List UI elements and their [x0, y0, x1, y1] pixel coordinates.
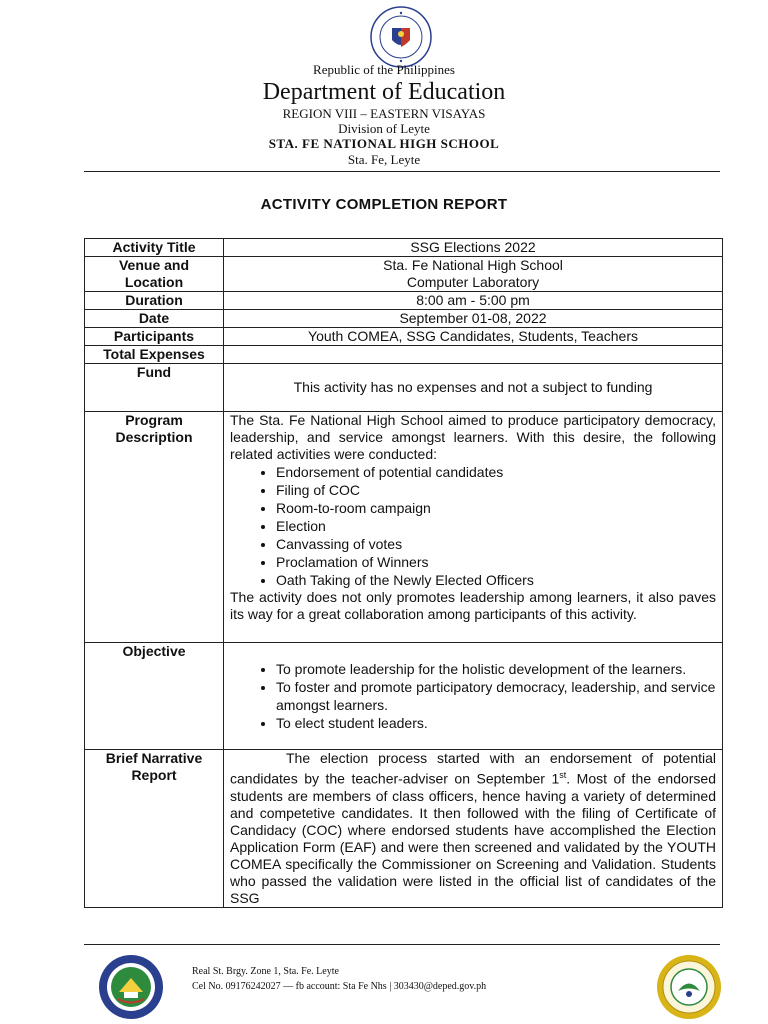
list-item: • Room-to-room campaign [276, 499, 716, 517]
row-duration [85, 292, 723, 310]
deped-seal-logo [370, 6, 432, 68]
list-item: • Election [276, 517, 716, 535]
narrative-label-line1: Brief Narrative [105, 750, 203, 766]
footer-address: Real St. Brgy. Zone 1, Sta. Fe. Leyte [192, 966, 339, 977]
fund-value: This activity has no expenses and not a subject to funding [224, 364, 723, 412]
objective-label: Objective [85, 643, 224, 750]
header-divider [84, 171, 720, 172]
participants-label: Participants [85, 328, 224, 346]
date-label: Date [85, 310, 224, 328]
program-value [224, 412, 723, 643]
program-closing: The activity does not only promotes leadership among learners, it also paves its way for a great collaboration among participants of this activity. [230, 589, 716, 622]
row-narrative [85, 750, 723, 908]
republic-line: Republic of the Philippines [313, 62, 455, 77]
narrative-label [85, 750, 224, 908]
date-value: September 01-08, 2022 [224, 310, 723, 328]
school-seal-logo [98, 954, 164, 1020]
report-table [84, 238, 723, 908]
venue-label-line2: Location [124, 274, 184, 290]
program-activity-list [230, 463, 716, 589]
narrative-superscript: st [559, 770, 567, 780]
venue-value [224, 257, 723, 292]
school-name: STA. FE NATIONAL HIGH SCHOOL [268, 136, 500, 151]
venue-label [85, 257, 224, 292]
total-expenses-value [224, 346, 723, 364]
row-participants [85, 328, 723, 346]
letterhead [0, 62, 768, 167]
partner-seal-logo [656, 954, 722, 1020]
row-program-description [85, 412, 723, 643]
footer-contact-line: Cel No. 09176242027 — fb account: Sta Fe Nhs | 303430@deped.gov.ph [192, 981, 487, 992]
total-expenses-label: Total Expenses [85, 346, 224, 364]
row-activity-title [85, 239, 723, 257]
program-label-line2: Description [115, 429, 193, 445]
narrative-label-line2: Report [131, 767, 177, 783]
objective-value [224, 643, 723, 750]
row-date [85, 310, 723, 328]
duration-value: 8:00 am - 5:00 pm [224, 292, 723, 310]
venue-label-line1: Venue and [118, 257, 190, 273]
narrative-text-rest: . Most of the endorsed students are members of class officers, hence having a variety of determined and competetive candidates. It then followed with the filing of Certificate of Candidacy (COC) where endorsed students have accomplished the Election Application Form (EAF) and were then screened and validated by the YOUTH COMEA specifically the Commissioner on Screening and Validation. Students who passed the validation were listed in the official list of candidates of the SSG [230, 770, 716, 906]
activity-title-label: Activity Title [85, 239, 224, 257]
list-item: • To foster and promote participatory democracy, leadership, and service amongst learners. [276, 678, 716, 714]
list-item: • Endorsement of potential candidates [276, 463, 716, 481]
list-item: • Oath Taking of the Newly Elected Officers [276, 571, 716, 589]
fund-label: Fund [85, 364, 224, 412]
duration-label: Duration [85, 292, 224, 310]
list-item: • Filing of COC [276, 481, 716, 499]
division-line: Division of Leyte [338, 121, 430, 136]
objective-list [230, 660, 716, 732]
program-label-line1: Program [125, 412, 183, 428]
department-name: Department of Education [262, 79, 506, 105]
region-line: REGION VIII – EASTERN VISAYAS [282, 106, 486, 121]
list-item: • To promote leadership for the holistic development of the learners. [276, 660, 716, 678]
row-total-expenses [85, 346, 723, 364]
list-item: • Canvassing of votes [276, 535, 716, 553]
program-intro: The Sta. Fe National High School aimed to produce participatory democracy, leadership, and service amongst learners. With this desire, the following related activities were conducted: [230, 412, 716, 462]
list-item: • To elect student leaders. [276, 714, 716, 732]
narrative-value [224, 750, 723, 908]
row-objective [85, 643, 723, 750]
footer-contact [192, 964, 486, 994]
narrative-text-start: The election process started with an endorsement of potential candidates by the teacher-adviser on September 1 [230, 750, 716, 787]
participants-value: Youth COMEA, SSG Candidates, Students, Teachers [224, 328, 723, 346]
venue-value-line2: Computer Laboratory [406, 274, 540, 290]
report-title: ACTIVITY COMPLETION REPORT [260, 196, 508, 213]
school-location: Sta. Fe, Leyte [347, 152, 421, 167]
row-venue [85, 257, 723, 292]
footer-divider [84, 944, 720, 945]
row-fund [85, 364, 723, 412]
program-label [85, 412, 224, 643]
venue-value-line1: Sta. Fe National High School [383, 257, 563, 273]
list-item: • Proclamation of Winners [276, 553, 716, 571]
activity-title-value: SSG Elections 2022 [224, 239, 723, 257]
